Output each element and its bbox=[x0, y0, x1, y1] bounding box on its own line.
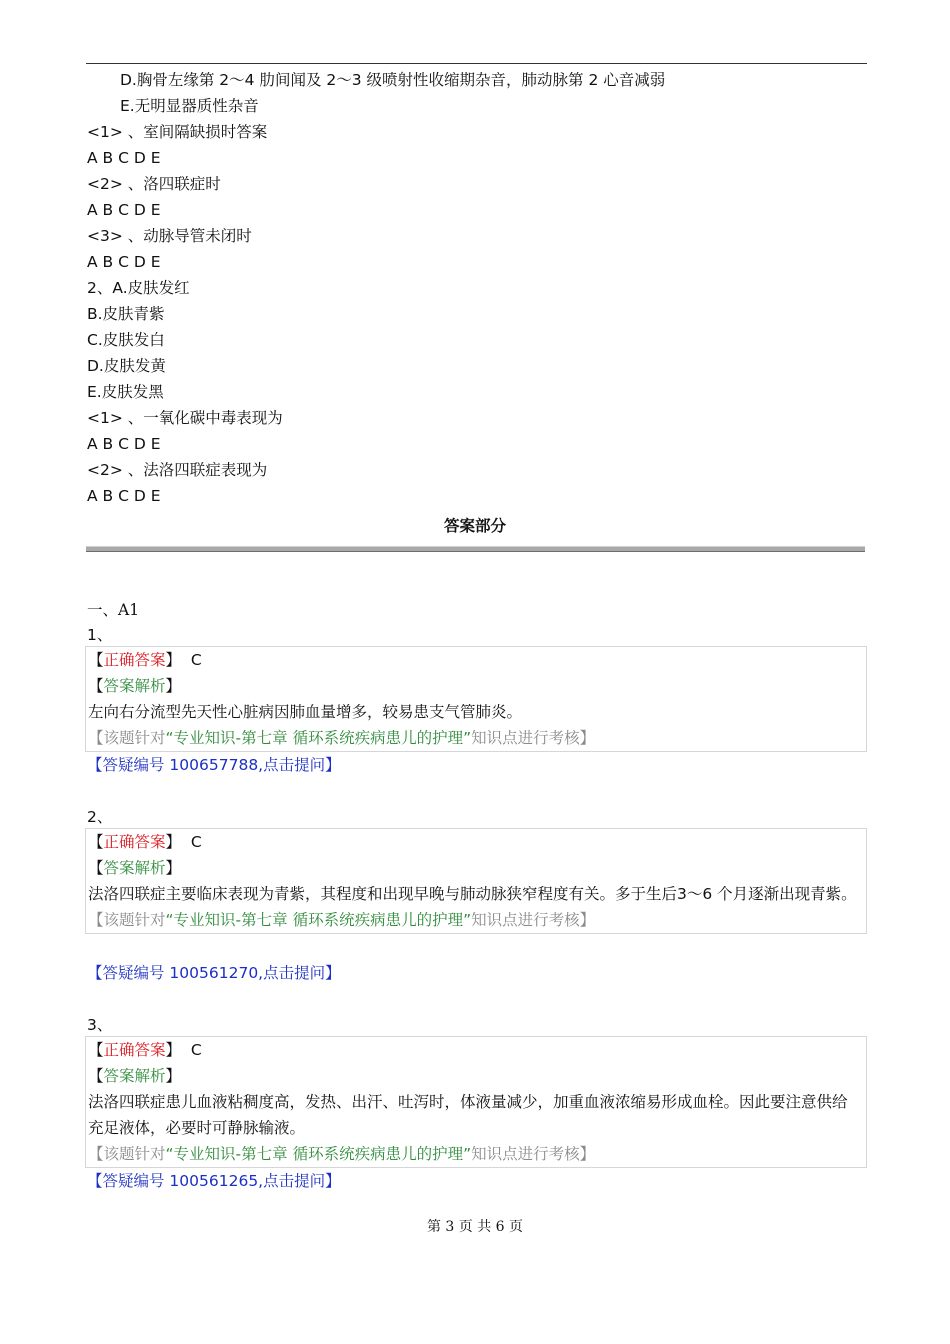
page-footer: 第 3 页 共 6 页 bbox=[426, 1219, 524, 1235]
subquestion-1: <1> 、一氧化碳中毒表现为 bbox=[87, 409, 283, 427]
question-number: 2、 bbox=[87, 808, 113, 826]
analysis-label-row: 【答案解析】 bbox=[88, 1067, 182, 1085]
subquestion-3: <3> 、动脉导管未闭时 bbox=[87, 227, 252, 245]
analysis-label: 答案解析 bbox=[103, 859, 166, 877]
option-d-line: D.胸骨左缘第 2～4 肋间闻及 2～3 级喷射性收缩期杂音，肺动脉第 2 心音减弱 bbox=[120, 71, 666, 89]
question-2-option-a: 2、A.皮肤发红 bbox=[87, 279, 190, 297]
correct-answer-value: C bbox=[190, 651, 202, 669]
subquestion-2: <2> 、法洛四联症表现为 bbox=[87, 461, 268, 479]
question-2-option-d: D.皮肤发黄 bbox=[87, 357, 166, 375]
analysis-label: 答案解析 bbox=[103, 677, 166, 695]
knowledge-point: “专业知识-第七章 循环系统疾病患儿的护理” bbox=[165, 1145, 472, 1163]
ask-question-link[interactable]: 【答疑编号 100657788,点击提问】 bbox=[87, 756, 341, 774]
section-heading: 一、A1 bbox=[87, 601, 140, 619]
question-number: 3、 bbox=[87, 1016, 113, 1034]
answer-box bbox=[85, 646, 867, 752]
analysis-text: 左向右分流型先天性心脏病因肺血量增多，较易患支气管肺炎。 bbox=[88, 703, 523, 721]
correct-answer-label: 正确答案 bbox=[103, 833, 166, 851]
analysis-text: 法洛四联症主要临床表现为青紫，其程度和出现早晚与肺动脉狭窄程度有关。多于生后3～6 个月逐渐出现青紫。 bbox=[88, 885, 857, 903]
correct-answer-row: 【正确答案】 C bbox=[88, 833, 202, 851]
question-2-option-e: E.皮肤发黑 bbox=[87, 383, 164, 401]
question-2-option-c: C.皮肤发白 bbox=[87, 331, 165, 349]
knowledge-point: “专业知识-第七章 循环系统疾病患儿的护理” bbox=[165, 911, 472, 929]
choice-row: A B C D E bbox=[87, 201, 161, 219]
section-divider bbox=[86, 546, 865, 552]
choice-row: A B C D E bbox=[87, 435, 161, 453]
ask-question-link[interactable]: 【答疑编号 100561265,点击提问】 bbox=[87, 1172, 341, 1190]
correct-answer-label: 正确答案 bbox=[103, 651, 166, 669]
correct-answer-label: 正确答案 bbox=[103, 1041, 166, 1059]
ask-question-link[interactable]: 【答疑编号 100561270,点击提问】 bbox=[87, 964, 341, 982]
subquestion-1: <1> 、室间隔缺损时答案 bbox=[87, 123, 268, 141]
knowledge-point-row: 【该题针对“专业知识-第七章 循环系统疾病患儿的护理”知识点进行考核】 bbox=[88, 1145, 596, 1163]
analysis-label-row: 【答案解析】 bbox=[88, 677, 182, 695]
answer-box bbox=[85, 1036, 867, 1168]
choice-row: A B C D E bbox=[87, 487, 161, 505]
knowledge-point: “专业知识-第七章 循环系统疾病患儿的护理” bbox=[165, 729, 472, 747]
top-rule bbox=[86, 63, 867, 64]
answer-section-title: 答案部分 bbox=[443, 517, 506, 535]
correct-answer-row: 【正确答案】 C bbox=[88, 651, 202, 669]
correct-answer-row: 【正确答案】 C bbox=[88, 1041, 202, 1059]
choice-row: A B C D E bbox=[87, 253, 161, 271]
subquestion-2: <2> 、洛四联症时 bbox=[87, 175, 221, 193]
analysis-label-row: 【答案解析】 bbox=[88, 859, 182, 877]
question-number: 1、 bbox=[87, 626, 113, 644]
correct-answer-value: C bbox=[190, 1041, 202, 1059]
question-2-option-b: B.皮肤青紫 bbox=[87, 305, 165, 323]
option-e-line: E.无明显器质性杂音 bbox=[120, 97, 259, 115]
analysis-text: 法洛四联症患儿血液粘稠度高，发热、出汗、吐泻时，体液量减少，加重血液浓缩易形成血栓。因此要注意供给充足液体，必要时可静脉输液。 bbox=[88, 1093, 848, 1137]
correct-answer-value: C bbox=[190, 833, 202, 851]
knowledge-point-row: 【该题针对“专业知识-第七章 循环系统疾病患儿的护理”知识点进行考核】 bbox=[88, 729, 596, 747]
answer-box bbox=[85, 828, 867, 934]
knowledge-point-row: 【该题针对“专业知识-第七章 循环系统疾病患儿的护理”知识点进行考核】 bbox=[88, 911, 596, 929]
analysis-label: 答案解析 bbox=[103, 1067, 166, 1085]
choice-row: A B C D E bbox=[87, 149, 161, 167]
